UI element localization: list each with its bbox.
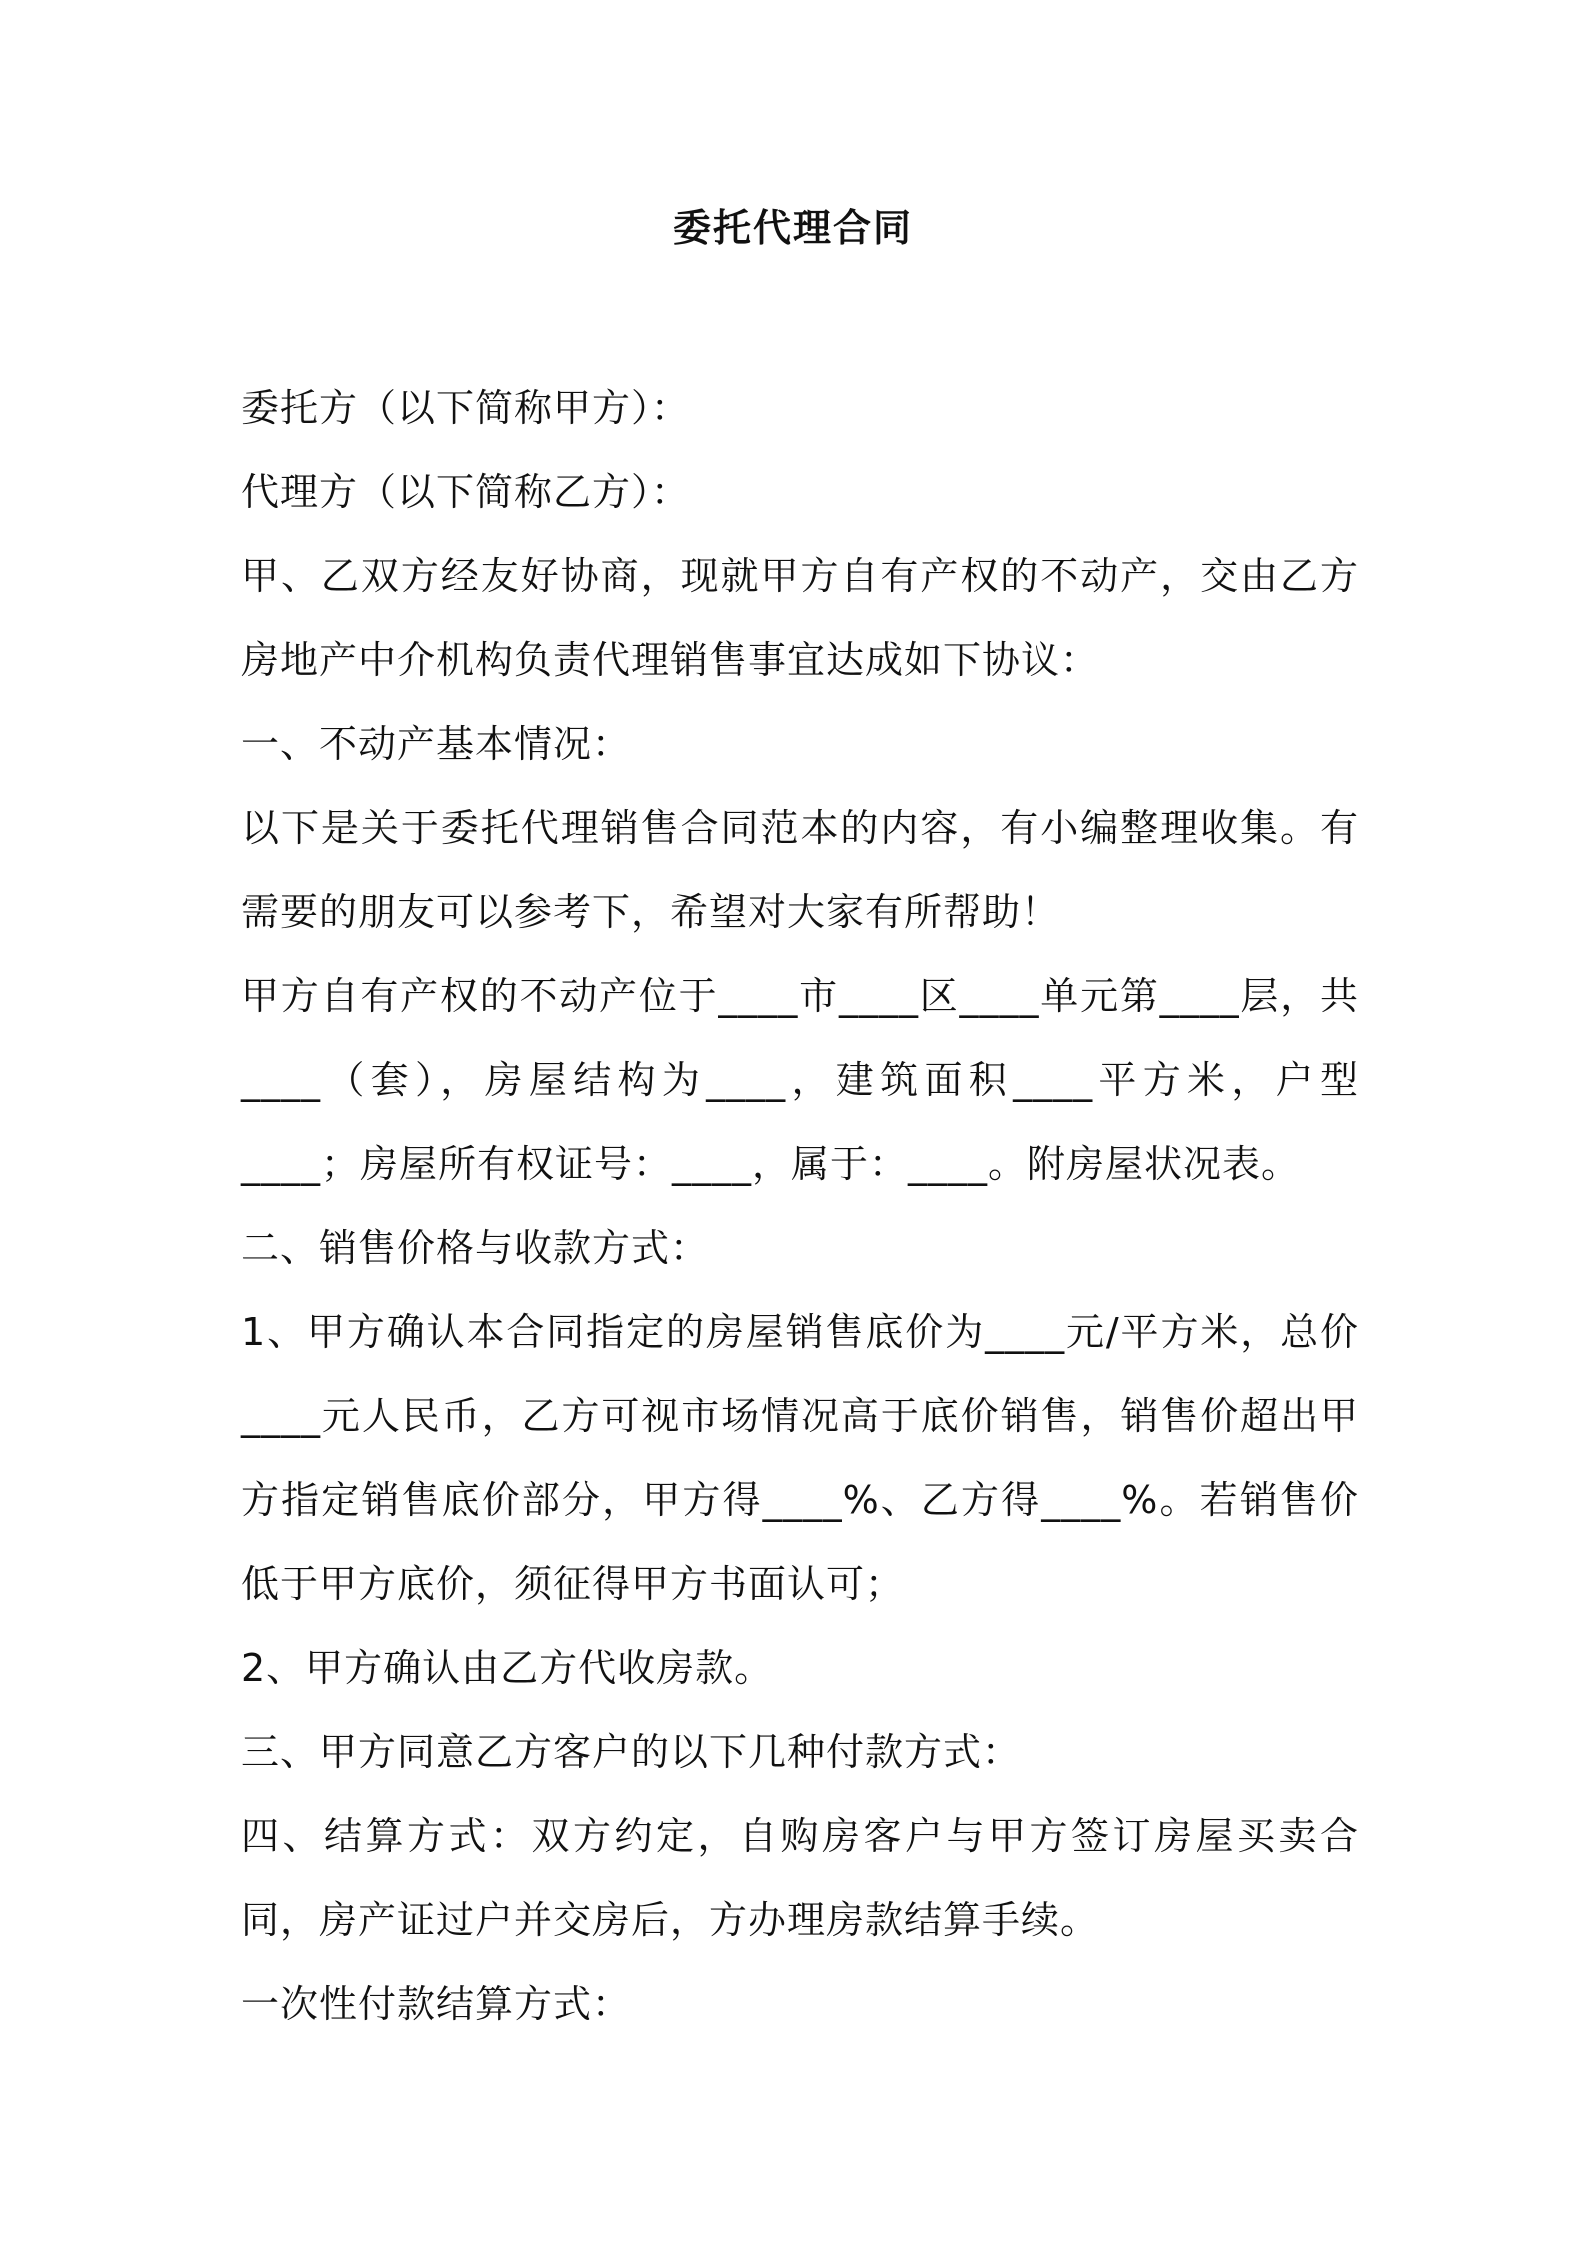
- section-heading-property: 一、不动产基本情况：: [241, 722, 632, 766]
- paragraph-property-details: 甲方自有产权的不动产位于____市____区____单元第____层，共____（套），房屋结构为____，建筑面积____平方米，户型____；房屋所有权证号：____，属于：____。附房屋状况表。: [241, 974, 1359, 1186]
- paragraph-intro-note: 以下是关于委托代理销售合同范本的内容，有小编整理收集。有需要的朋友可以参考下，希望对大家有所帮助！: [241, 806, 1359, 934]
- paragraph-agent: 代理方（以下简称乙方）：: [241, 470, 691, 514]
- document-title: 委托代理合同: [672, 206, 913, 250]
- section-heading-price: 二、销售价格与收款方式：: [241, 1226, 710, 1270]
- document-body: [241, 366, 1359, 2046]
- paragraph-clause-price: 1、甲方确认本合同指定的房屋销售底价为____元/平方米，总价____元人民币，乙方可视市场情况高于底价销售，销售价超出甲方指定销售底价部分，甲方得____%、乙方得____%。若销售价低于甲方底价，须征得甲方书面认可；: [241, 1310, 1359, 1606]
- paragraph-preamble: 甲、乙双方经友好协商，现就甲方自有产权的不动产，交由乙方房地产中介机构负责代理销售事宜达成如下协议：: [241, 554, 1359, 682]
- paragraph-clause-collection: 2、甲方确认由乙方代收房款。: [241, 1646, 774, 1690]
- section-heading-payment: 三、甲方同意乙方客户的以下几种付款方式：: [241, 1730, 1022, 1774]
- section-heading-settlement: 四、结算方式：双方约定，自购房客户与甲方签订房屋买卖合同，房产证过户并交房后，方办理房款结算手续。: [241, 1814, 1359, 1942]
- paragraph-lump-sum: 一次性付款结算方式：: [241, 1982, 632, 2026]
- paragraph-principal: 委托方（以下简称甲方）：: [241, 386, 691, 430]
